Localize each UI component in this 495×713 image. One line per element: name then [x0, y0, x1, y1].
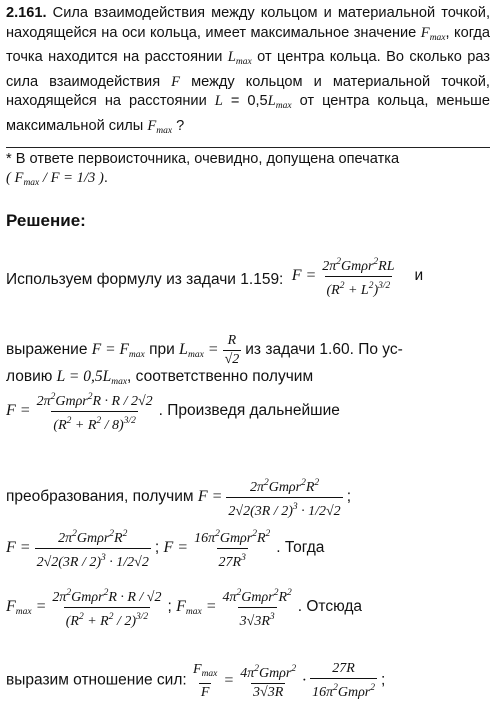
formula-f-repeat: F = $2\pi^2Gm\rho r^2R^2$ 2√2(3R / 2)$^3$ · 1/2√2	[6, 529, 149, 570]
formula-lmax: $L_{max}$ = $\frac{R}{√2}$	[179, 333, 240, 367]
formula-fmax-substituted: $F_{max}$ = $2\pi^2Gm\rho r^2R \cdot R / √2$ $(R^2 + R^2 / 2)^{3/2}$	[6, 588, 162, 629]
problem-statement: 2.161. Сила взаимодействия между кольцом и материальной точкой, находящейся на оси кольца, имеет максимальное значение $F_{max}$, когда точка находится на расстоянии $L_{max}$ от центра кольца. Во сколько раз сила взаимодействия F между кольцом и материальной точкой, находящейся на расстоянии $L = 0,5L_{max}$ от центра кольца, меньше максимальной силы $F_{max}$ ?	[6, 5, 491, 136]
solution-line-4: F = $2\pi^2Gm\rho r^2R \cdot R / 2√2$ $(R^2 + R^2 / 8)^{3/2}$ . Произведя дальнейшие	[6, 392, 340, 433]
formula-f-substituted: F = $2\pi^2Gm\rho r^2R \cdot R / 2√2$ $(R^2 + R^2 / 8)^{3/2}$	[6, 392, 153, 433]
solution-line-6: F = $2\pi^2Gm\rho r^2R^2$ 2√2(3R / 2)$^3$ · 1/2√2 ; F = $16\pi^2Gm\rho r^2R^2$ $27R^3$ . Тогда	[6, 529, 325, 570]
footnote: * В ответе первоисточника, очевидно, допущена опечатка ( $F_{max} / F = 1/3$ ).	[6, 151, 400, 188]
formula-f-transformed: F = $2\pi^2Gm\rho r^2R^2$ 2√2(3R / 2)$^3$ · 1/2√2	[197, 478, 341, 519]
solution-heading: Решение:	[6, 211, 86, 230]
solution-line-2: выражение $F = F_{max}$ при $L_{max}$ = $\frac{R}{√2}$ из задачи 1.60. По ус-	[6, 333, 403, 367]
formula-f-final: F = $16\pi^2Gm\rho r^2R^2$ $27R^3$	[163, 529, 271, 570]
formula-f-general: F = $2\pi^2Gm\rho r^2RL$ $(R^2 + L^2)^{3/2}$	[291, 257, 395, 298]
solution-line-5: преобразования, получим F = $2\pi^2Gm\rho r^2R^2$ 2√2(3R / 2)$^3$ · 1/2√2 ;	[6, 478, 351, 519]
separator-line	[6, 147, 490, 148]
formula-ratio: $F_{max}$ F = $4\pi^2Gm\rho r^2$ 3√3R · 27R $16\pi^2Gm\rho r^2$	[193, 661, 375, 700]
footnote-formula: ( $F_{max} / F = 1/3$ )	[6, 170, 104, 188]
formula-fmax-final: $F_{max}$ = $4\pi^2Gm\rho r^2R^2$ $3√3R^3$	[176, 588, 292, 629]
footnote-star: *	[6, 151, 12, 167]
solution-line-3: ловию $L = 0,5L_{max}$, соответственно получим	[6, 368, 314, 387]
problem-number: 2.161.	[6, 5, 47, 21]
footnote-text: В ответе первоисточника, очевидно, допущена опечатка	[15, 151, 400, 167]
solution-line-1: Используем формулу из задачи 1.159: F = $2\pi^2Gm\rho r^2RL$ $(R^2 + L^2)^{3/2}$ и	[6, 257, 424, 298]
solution-line-8: выразим отношение сил: $F_{max}$ F = $4\pi^2Gm\rho r^2$ 3√3R · 27R $16\pi^2Gm\rho r^2$ ;	[6, 661, 386, 700]
solution-line-7: $F_{max}$ = $2\pi^2Gm\rho r^2R \cdot R / √2$ $(R^2 + R^2 / 2)^{3/2}$ ; $F_{max}$ = $4\pi^2Gm\rho r^2R^2$ $3√3R^3$ . Отсюда	[6, 588, 363, 629]
